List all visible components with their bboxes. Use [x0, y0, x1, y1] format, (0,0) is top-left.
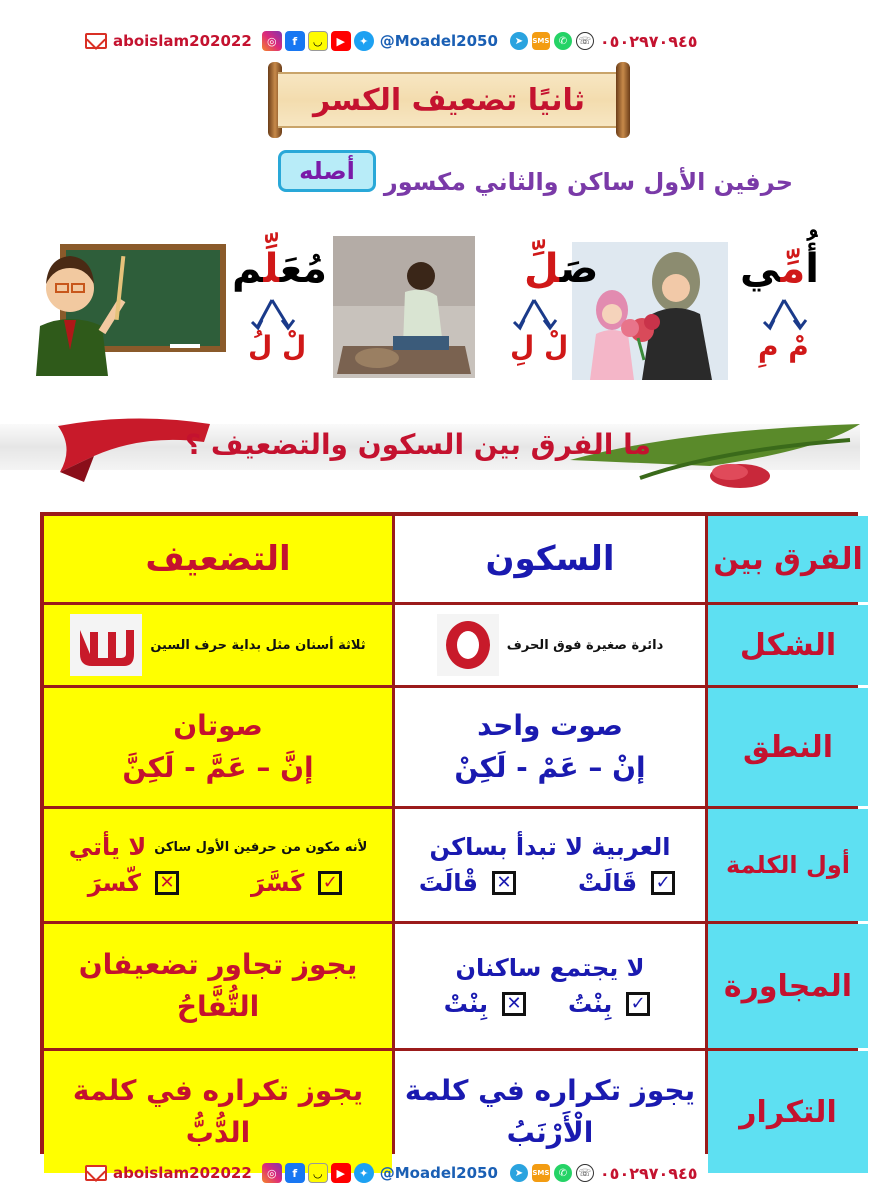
- question-banner: [0, 416, 881, 490]
- email-handle: aboislam202022: [113, 32, 252, 50]
- praying-boy-image: [333, 236, 475, 378]
- first-tashdid-line1: لا يأتي: [68, 833, 147, 861]
- origin-badge: أصله: [278, 150, 376, 192]
- phone-number: ٠٥٠٢٩٧٠٩٤٥: [599, 1163, 698, 1183]
- phone-number: ٠٥٠٢٩٧٠٩٤٥: [599, 31, 698, 51]
- check-box-icon: ✓: [651, 871, 675, 895]
- facebook-icon: f: [285, 1163, 305, 1183]
- whatsapp-icon: ✆: [554, 1164, 572, 1182]
- header-tashdid: التضعيف: [44, 516, 392, 602]
- first-tashdid-good: كَسَّرَ: [251, 869, 305, 897]
- split-arrows-3: [248, 298, 298, 332]
- rep-tashdid-cell: [44, 1051, 392, 1173]
- label-first-of-word: أول الكلمة: [708, 809, 868, 921]
- shadda-shape-icon: [70, 614, 142, 676]
- first-sukun-bad: قْالَتَ: [418, 869, 478, 897]
- telegram-icon: ➤: [510, 32, 528, 50]
- twitter-icon: ✦: [354, 31, 374, 51]
- label-pronunciation: النطق: [708, 688, 868, 806]
- first-sukun-cell: [395, 809, 705, 921]
- label-repetition: التكرار: [708, 1051, 868, 1173]
- gmail-badge: [85, 33, 107, 49]
- email-handle: aboislam202022: [113, 1164, 252, 1182]
- example-split-3: لْ لُ: [248, 330, 307, 363]
- pron-sukun-line1: صوت واحد: [477, 709, 623, 742]
- social-handle: @Moadel2050: [379, 1164, 498, 1182]
- shape-tashdid-cell: [44, 605, 392, 685]
- example-word-2-start: صَ: [559, 246, 599, 292]
- adj-sukun-bad: بِنْتْ: [443, 990, 488, 1018]
- phone-icon: ☏: [576, 1164, 594, 1182]
- pron-tashdid-cell: [44, 688, 392, 806]
- teacher-chalkboard-image: [30, 240, 230, 376]
- header-strip: [85, 28, 805, 54]
- comparison-table: [40, 512, 863, 1154]
- split-arrows-1: [760, 298, 810, 332]
- pron-tashdid-line1: صوتان: [173, 709, 263, 742]
- sms-icon: SMS: [532, 1164, 550, 1182]
- instagram-icon: ◎: [262, 31, 282, 51]
- scroll-rod-right: [616, 62, 630, 138]
- pron-sukun-cell: [395, 688, 705, 806]
- scroll-paper: [278, 72, 620, 128]
- whatsapp-icon: ✆: [554, 32, 572, 50]
- snapchat-icon: ◡: [308, 31, 328, 51]
- question-text: ما الفرق بين السكون والتضعيف ؟: [184, 428, 651, 461]
- adj-sukun-good: بِنْتُ: [568, 990, 613, 1018]
- footer-strip: [85, 1160, 805, 1186]
- rep-sukun-line2: الْأَرْنَبُ: [506, 1116, 594, 1149]
- telegram-icon: ➤: [510, 1164, 528, 1182]
- label-shape: الشكل: [708, 605, 868, 685]
- header-difference: الفرق بين: [708, 516, 868, 602]
- check-box-icon: ✓: [318, 871, 342, 895]
- rep-sukun-cell: [395, 1051, 705, 1173]
- split-arrows-2: [510, 298, 560, 332]
- phone-icon: ☏: [576, 32, 594, 50]
- example-word-1-end: ي: [740, 246, 781, 292]
- shape-sukun-text: دائرة صغيرة فوق الحرف: [506, 637, 664, 653]
- shape-tashdid-text: ثلاثة أسنان مثل بداية حرف السين: [150, 637, 366, 653]
- social-icons: [262, 31, 374, 51]
- example-split-2: لْ لِ: [510, 330, 569, 363]
- example-word-2-doubled: لِّ: [524, 246, 560, 292]
- origin-text: حرفين الأول ساكن والثاني مكسور: [383, 168, 793, 196]
- origin-line: [278, 146, 793, 196]
- contact-icons: [510, 32, 594, 50]
- rep-tashdid-line2: الدُّبُّ: [185, 1116, 251, 1149]
- label-adjacency: المجاورة: [708, 924, 868, 1048]
- example-word-3: [232, 246, 327, 292]
- check-box-icon: ✓: [626, 992, 650, 1016]
- social-handle: @Moadel2050: [379, 32, 498, 50]
- pron-tashdid-line2: إنَّ – عَمَّ - لَكِنَّ: [122, 751, 314, 784]
- wrong-box-icon: ✕: [492, 871, 516, 895]
- twitter-icon: ✦: [354, 1163, 374, 1183]
- social-icons: [262, 1163, 374, 1183]
- youtube-icon: ▶: [331, 1163, 351, 1183]
- example-word-1: [740, 246, 819, 292]
- instagram-icon: ◎: [262, 1163, 282, 1183]
- rep-tashdid-line1: يجوز تكراره في كلمة: [72, 1074, 364, 1107]
- example-split-1: مْ مِ: [758, 330, 809, 363]
- adj-tashdid-line2: التُّفَّاحُ: [176, 990, 260, 1023]
- adj-tashdid-line1: يجوز تجاور تضعيفان: [78, 948, 358, 981]
- rep-sukun-line1: يجوز تكراره في كلمة: [404, 1074, 696, 1107]
- adj-sukun-line1: لا يجتمع ساكنان: [455, 954, 645, 982]
- wrong-box-icon: ✕: [502, 992, 526, 1016]
- adj-sukun-cell: [395, 924, 705, 1048]
- gmail-icon: [85, 1165, 107, 1181]
- contact-icons: [510, 1164, 594, 1182]
- first-tashdid-note: لأنه مكون من حرفين الأول ساكن: [154, 839, 368, 855]
- snapchat-icon: ◡: [308, 1163, 328, 1183]
- example-word-1-doubled: مِّ: [780, 246, 806, 292]
- shape-sukun-cell: [395, 605, 705, 685]
- gmail-badge: [85, 1165, 107, 1181]
- first-sukun-good: قَالَتْ: [578, 869, 638, 897]
- example-word-3-end: م: [232, 246, 264, 292]
- wrong-box-icon: ✕: [155, 871, 179, 895]
- header-sukun: السكون: [395, 516, 705, 602]
- pron-sukun-line2: إنْ – عَمْ - لَكِنْ: [454, 751, 646, 784]
- example-word-3-doubled: لِّ: [263, 246, 280, 292]
- first-tashdid-bad: كّسرَ: [87, 869, 141, 897]
- adj-tashdid-cell: [44, 924, 392, 1048]
- sukun-circle-icon: [437, 614, 499, 676]
- sms-icon: SMS: [532, 32, 550, 50]
- first-tashdid-cell: [44, 809, 392, 921]
- facebook-icon: f: [285, 31, 305, 51]
- example-word-3-start: مُعَ: [279, 246, 328, 292]
- example-word-2: [524, 246, 598, 292]
- page-title: ثانيًا تضعيف الكسر: [312, 82, 586, 118]
- gmail-icon: [85, 33, 107, 49]
- title-scroll: [268, 62, 630, 138]
- youtube-icon: ▶: [331, 31, 351, 51]
- example-word-1-start: أُ: [805, 246, 819, 292]
- first-sukun-line1: العربية لا تبدأ بساكن: [429, 833, 671, 861]
